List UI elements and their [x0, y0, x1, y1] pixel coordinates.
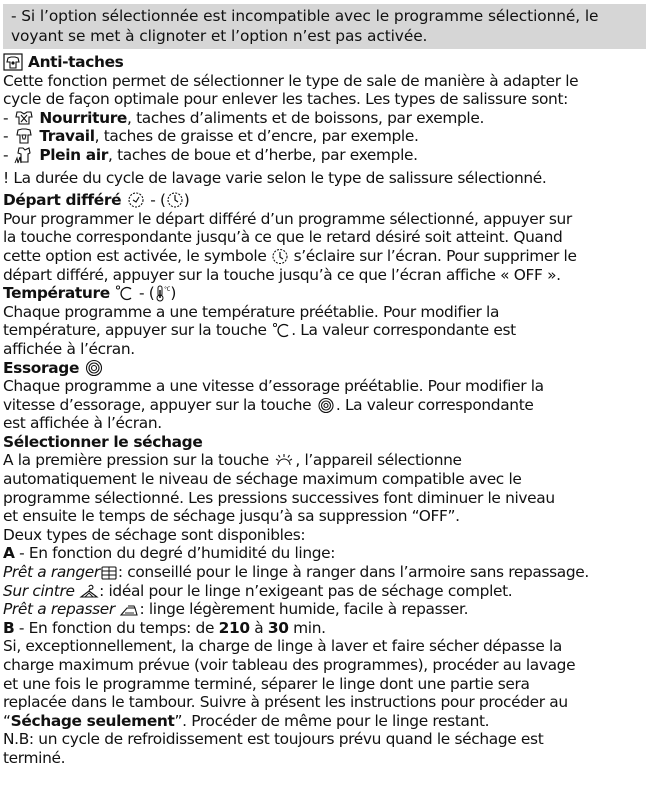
temperature-line-2: température, appuyer sur la touche . La valeur correspondante est — [3, 321, 516, 340]
temperature-button-icon — [271, 322, 291, 339]
drying-type-b: B - En fonction du temps: de 210 à 30 min. — [3, 618, 326, 637]
drying-option-cintre: Sur cintre : idéal pour le linge n’exigeant pas de séchage complet. — [3, 581, 513, 600]
stain-type-food: - Nourriture, taches d’aliments et de boissons, par exemple. — [3, 108, 485, 127]
depart-line-1: Pour programmer le départ différé d’un programme sélectionné, appuyer sur — [3, 209, 572, 228]
work-stain-icon — [13, 127, 35, 145]
anti-taches-heading — [3, 53, 646, 72]
spin-button-icon — [316, 397, 336, 414]
svg-text:°C: °C — [164, 286, 171, 294]
nb-line-2: terminé. — [3, 748, 66, 767]
essorage-line-1: Chaque programme a une vitesse d’essorage préétablie. Pour modifier la — [3, 377, 544, 396]
depart-line-4: départ différé, appuyer sur la touche jusqu’à ce que l’écran affiche « OFF ». — [3, 265, 561, 284]
overload-para-2: charge maximum prévue (voir tableau des programmes), procéder au lavage — [3, 656, 576, 674]
drying-option-ranger: Prêt a ranger : conseillé pour le linge à ranger dans l’armoire sans repassage. — [3, 563, 589, 582]
temperature-line-3: affichée à l’écran. — [3, 339, 135, 358]
outdoor-stain-icon — [13, 146, 35, 164]
sechage-line-5: Deux types de séchage sont disponibles: — [3, 525, 306, 544]
overload-para-3: et une fois le programme terminé, séparer le linge dont une partie sera — [3, 674, 530, 693]
delay-clock-icon — [126, 191, 146, 209]
stain-type-work-label: Travail — [39, 127, 95, 146]
temperature-heading: Température - ( °C ) — [3, 284, 177, 303]
stain-type-outdoor-label: Plein air — [39, 145, 108, 164]
stain-type-outdoor: - Plein air, taches de boue et d’herbe, par exemple. — [3, 145, 418, 164]
depart-line-3: cette option est activée, le symbole s’éclaire sur l’écran. Pour supprimer le — [3, 246, 577, 265]
sechage-line-4: et ensuite le temps de séchage jusqu’à sa suppression “OFF”. — [3, 507, 460, 526]
overload-para-5: “Séchage seulement”. Procéder de même pour le linge restant. — [3, 711, 490, 730]
temperature-degree-icon — [114, 284, 134, 302]
anti-stain-shirt-icon — [3, 53, 23, 71]
stain-type-food-label: Nourriture — [39, 108, 128, 127]
essorage-line-3: est affichée à l’écran. — [3, 414, 162, 433]
spin-spiral-icon — [84, 359, 104, 377]
drying-type-a: A - En fonction du degré d’humidité du linge: — [3, 544, 336, 563]
manual-page — [3, 4, 646, 768]
anti-taches-title: Anti-taches — [28, 53, 124, 71]
overload-para-4: replacée dans le tambour. Suivre à présent les instructions pour procéder au — [3, 693, 568, 712]
stain-type-work: - Travail, taches de graisse et d’encre, par exemple. — [3, 127, 419, 146]
drying-sun-icon — [273, 452, 295, 469]
anti-taches-intro-1: Cette fonction permet de sélectionner le type de sale de manière à adapter le — [3, 71, 579, 90]
temperature-title: Température — [3, 284, 110, 303]
thermometer-icon — [154, 284, 170, 302]
sechage-line-2: automatiquement le niveau de séchage maximum compatible avec le — [3, 470, 522, 489]
delay-symbol-icon — [271, 248, 289, 265]
drying-option-repasser: Prêt a repasser : linge légèrement humide, facile à repasser. — [3, 600, 469, 619]
food-stain-icon — [13, 109, 35, 127]
essorage-title: Essorage — [3, 358, 80, 377]
delay-timer-icon — [166, 191, 184, 209]
depart-differe-heading: Départ différé - ( ) — [3, 191, 190, 210]
sechage-line-1: A la première pression sur la touche , l’appareil sélectionne — [3, 451, 462, 470]
nb-line-1: N.B: un cycle de refroidissement est toujours prévu quand le séchage est — [3, 730, 544, 749]
essorage-heading — [3, 359, 646, 378]
sechage-line-3: programme sélectionné. Les pressions successives font diminuer le niveau — [3, 488, 555, 507]
anti-taches-intro-2: cycle de façon optimale pour enlever les taches. Les types de salissure sont: — [3, 90, 568, 109]
temperature-line-1: Chaque programme a une température préétablie. Pour modifier la — [3, 302, 500, 321]
wardrobe-icon — [100, 565, 118, 581]
depart-line-2: la touche correspondante jusqu’à ce que le retard désiré soit atteint. Quand — [3, 228, 563, 247]
sechage-heading: Sélectionner le séchage — [3, 432, 203, 451]
overload-para-1: Si, exceptionnellement, la charge de linge à laver et faire sécher dépasse la — [3, 637, 563, 656]
depart-differe-title: Départ différé — [3, 191, 122, 210]
incompatible-option-note: - Si l’option sélectionnée est incompatible avec le programme sélectionné, le voyant se met à clignoter et l’option n’est pas activée. — [3, 4, 646, 49]
essorage-line-2: vitesse d’essorage, appuyer sur la touche . La valeur correspondante — [3, 395, 534, 414]
hanger-icon — [79, 584, 99, 600]
wash-duration-warning: ! La durée du cycle de lavage varie selon le type de salissure sélectionné. — [3, 168, 547, 187]
iron-icon — [119, 602, 139, 618]
